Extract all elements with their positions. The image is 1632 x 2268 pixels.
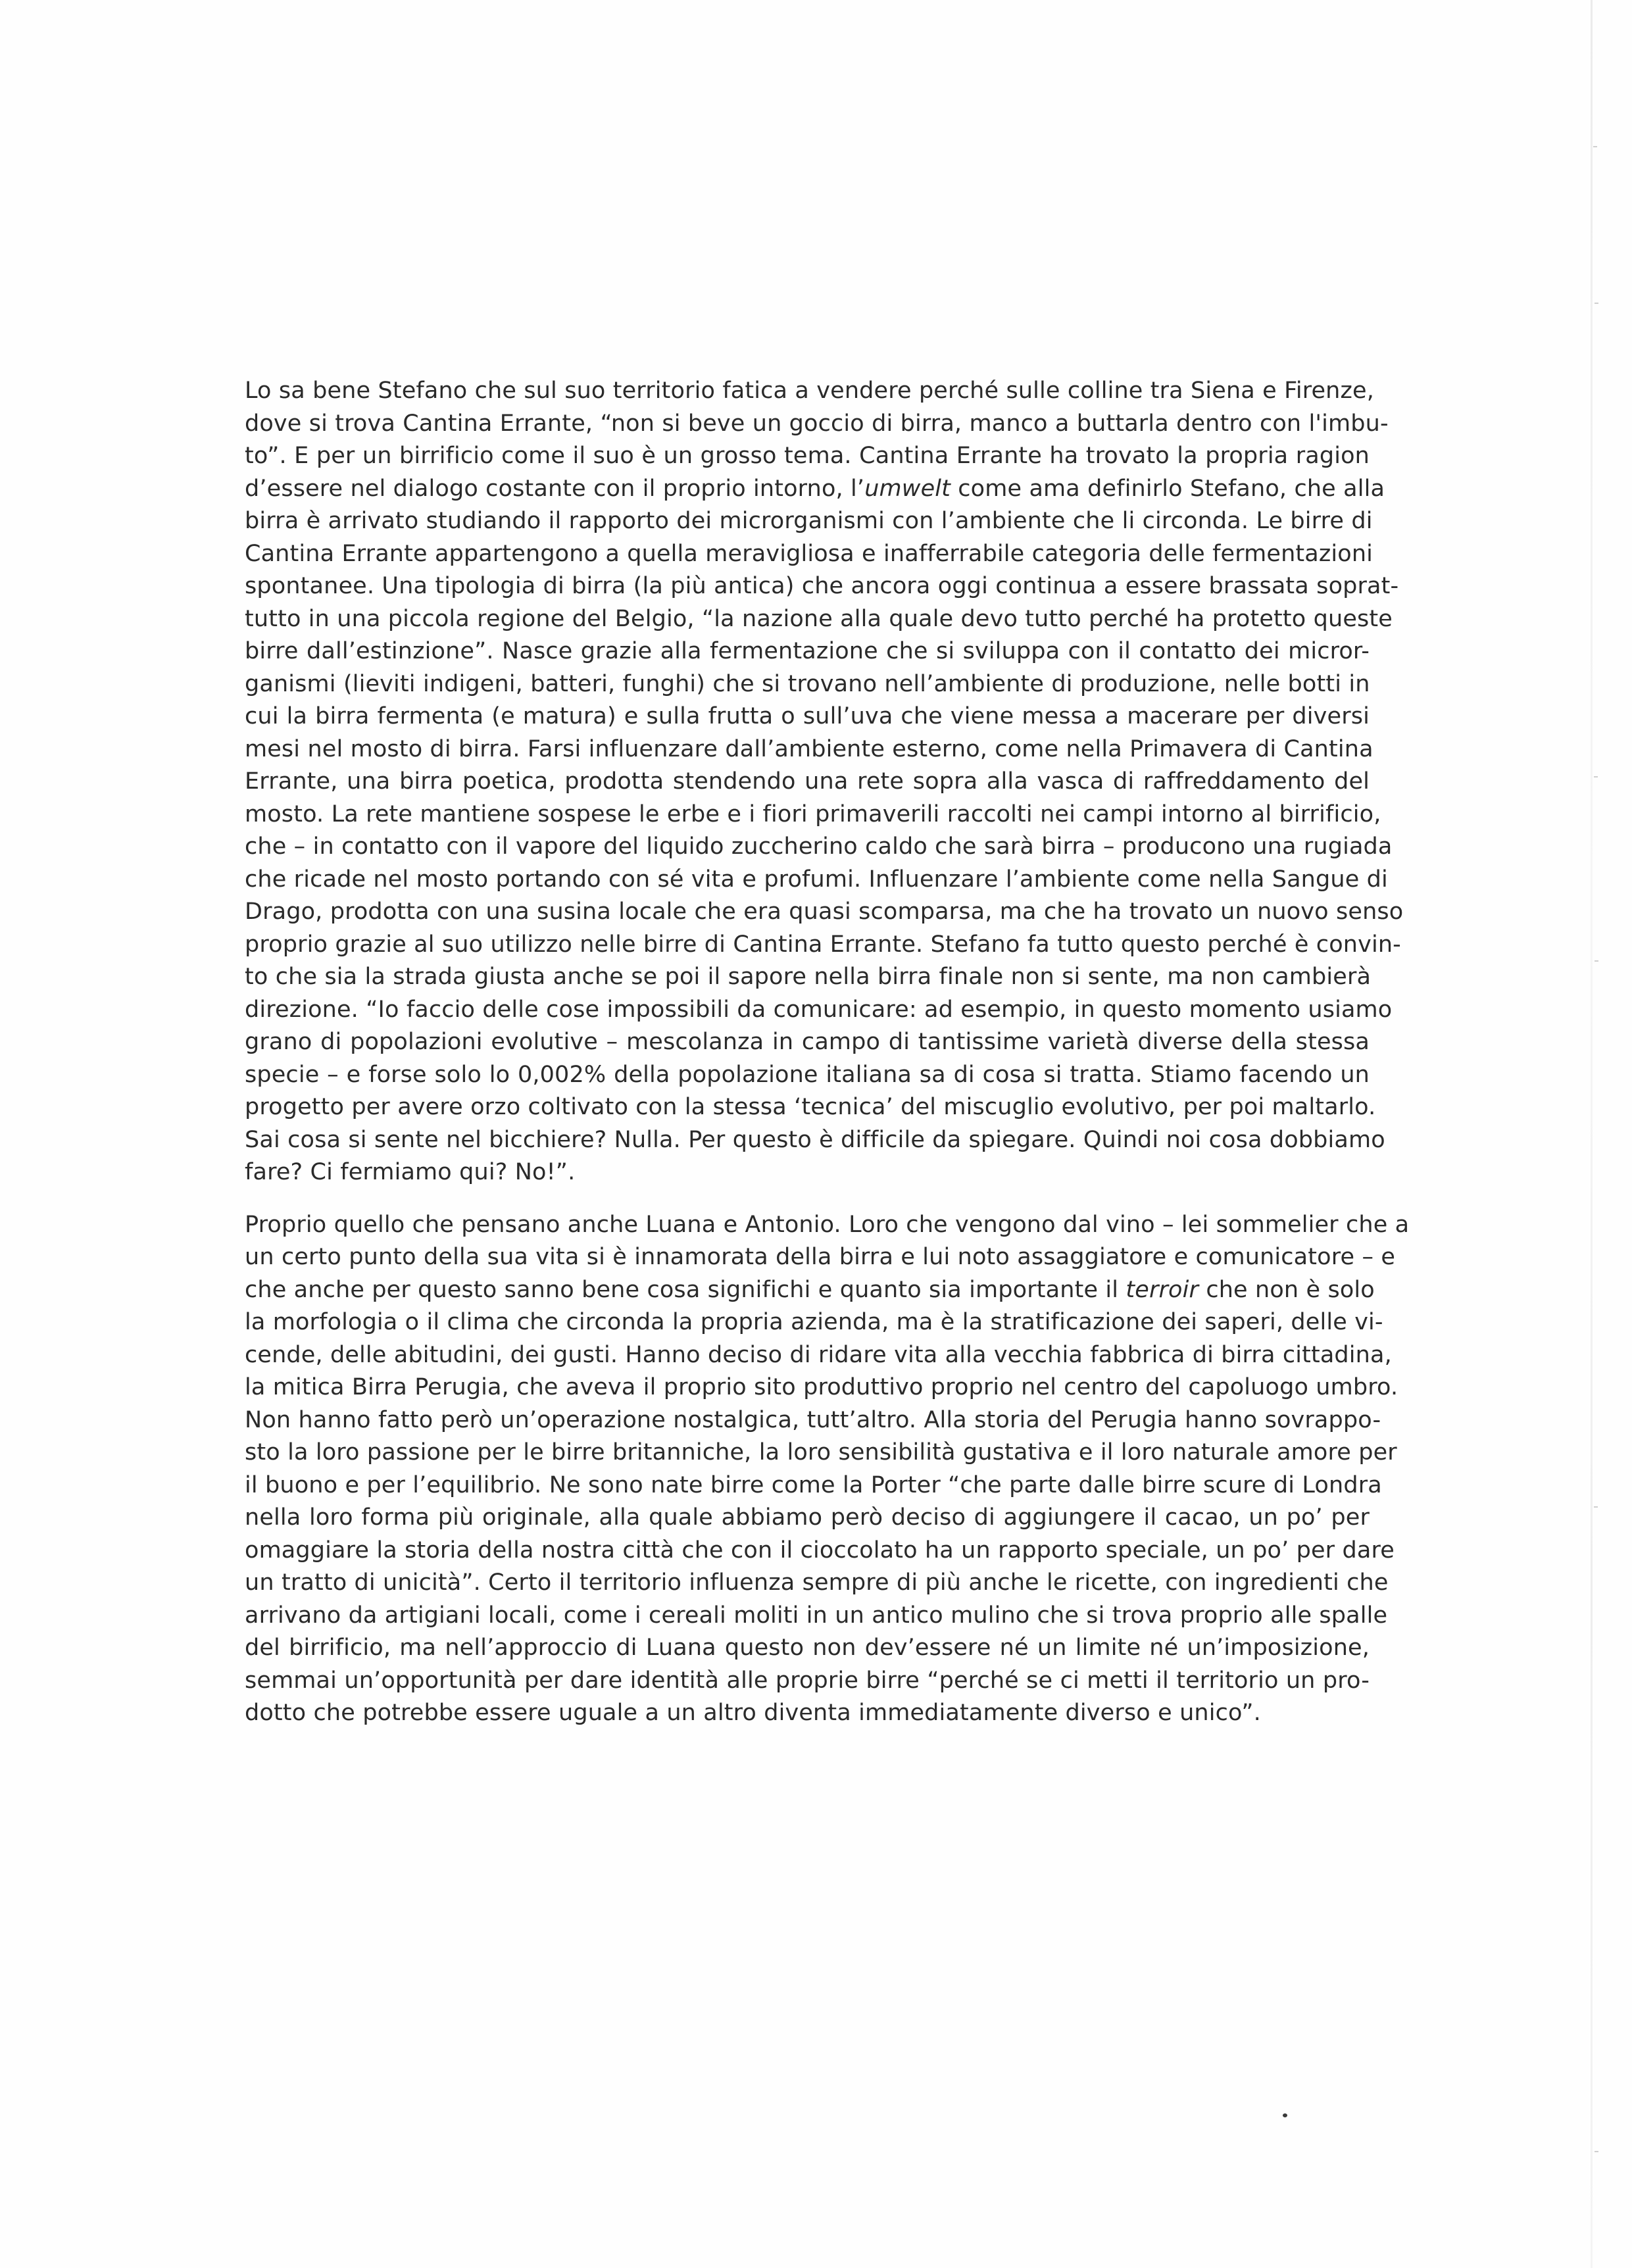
text-segment: Drago, prodotta con una susina locale che era quasi scomparsa, ma che ha trovato un nuovo senso — [245, 899, 1404, 925]
text-line — [245, 1600, 1388, 1633]
text-segment: dotto che potrebbe essere uguale a un altro diventa immediatamente diverso e unico”. — [245, 1700, 1261, 1726]
text-segment: un certo punto della sua vita si è innamorata della birra e lui noto assaggiatore e comunicatore – e — [245, 1244, 1396, 1270]
italic-term: terroir — [1125, 1276, 1199, 1303]
text-segment: dove si trova Cantina Errante, “non si beve un goccio di birra, manco a buttarla dentro con l'imbu- — [245, 410, 1389, 437]
text-segment: spontanee. Una tipologia di birra (la più antica) che ancora oggi continua a essere brassata soprat- — [245, 573, 1399, 599]
text-segment: come ama definirlo Stefano, che alla — [951, 475, 1385, 502]
article-body — [245, 375, 1410, 1730]
text-segment: direzione. “Io faccio delle cose impossibili da comunicare: ad esempio, in questo momento usiamo — [245, 996, 1393, 1023]
text-line — [245, 1059, 1370, 1092]
text-segment: proprio grazie al suo utilizzo nelle birre di Cantina Errante. Stefano fa tutto questo perché è convin- — [245, 931, 1401, 958]
text-segment: sto la loro passione per le birre britanniche, la loro sensibilità gustativa e il loro naturale amore per — [245, 1439, 1397, 1466]
text-line — [245, 473, 1385, 506]
text-segment: arrivano da artigiani locali, come i cereali moliti in un antico mulino che si trova proprio alle spalle — [245, 1602, 1388, 1629]
text-segment: che – in contatto con il vapore del liquido zuccherino caldo che sarà birra – producono una rugiada — [245, 833, 1393, 860]
text-segment: che anche per questo sanno bene cosa significhi e quanto sia importante il — [245, 1276, 1126, 1303]
page-edge-shadow — [1591, 0, 1593, 2268]
text-segment: progetto per avere orzo coltivato con la stessa ‘tecnica’ del miscuglio evolutivo, per poi maltarlo. — [245, 1094, 1376, 1120]
edge-mark — [1594, 776, 1598, 777]
text-line — [245, 733, 1373, 766]
text-line — [245, 1535, 1395, 1567]
text-segment: omaggiare la storia della nostra città che con il cioccolato ha un rapporto speciale, un po’ per dare — [245, 1537, 1395, 1564]
text-line — [245, 1209, 1410, 1242]
text-segment: mosto. La rete mantiene sospese le erbe e i fiori primaverili raccolti nei campi intorno al birrificio, — [245, 801, 1381, 827]
text-line — [245, 668, 1370, 701]
paragraph-2 — [245, 1209, 1410, 1730]
text-segment: Proprio quello che pensano anche Luana e Antonio. Loro che vengono dal vino – lei sommelier che a — [245, 1211, 1410, 1238]
text-line — [245, 1502, 1370, 1535]
text-line — [245, 1274, 1375, 1307]
text-segment: la morfologia o il clima che circonda la propria azienda, ma è la stratificazione dei saperi, delle vi- — [245, 1309, 1383, 1335]
text-line — [245, 896, 1404, 929]
edge-mark — [1594, 1506, 1598, 1508]
text-segment: to”. E per un birrificio come il suo è un grosso tema. Cantina Errante ha trovato la propria ragion — [245, 443, 1370, 469]
text-segment: mesi nel mosto di birra. Farsi influenzare dall’ambiente esterno, come nella Primavera di Cantina — [245, 735, 1373, 762]
edge-mark — [1595, 2151, 1598, 2152]
text-line — [245, 375, 1374, 408]
text-line — [245, 440, 1370, 473]
text-segment: la mitica Birra Perugia, che aveva il proprio sito produttivo proprio nel centro del capoluogo umbro. — [245, 1374, 1398, 1400]
text-segment: il buono e per l’equilibrio. Ne sono nate birre come la Porter “che parte dalle birre scure di Londra — [245, 1471, 1382, 1498]
paragraph-1 — [245, 375, 1404, 1189]
text-line — [245, 570, 1399, 603]
text-line — [245, 1371, 1398, 1404]
text-line — [245, 1124, 1385, 1157]
text-line — [245, 1306, 1383, 1339]
text-line — [245, 1437, 1397, 1469]
text-line — [245, 831, 1393, 864]
text-segment: che non è solo — [1199, 1276, 1375, 1303]
text-segment: cui la birra fermenta (e matura) e sulla frutta o sull’uva che viene messa a macerare per diversi — [245, 703, 1370, 729]
text-segment: fare? Ci fermiamo qui? No!”. — [245, 1159, 576, 1185]
text-segment: Cantina Errante appartengono a quella meravigliosa e inafferrabile categoria delle fermentazioni — [245, 540, 1373, 567]
text-line — [245, 701, 1370, 733]
text-line — [245, 1339, 1392, 1372]
text-line — [245, 1241, 1396, 1274]
text-line — [245, 1697, 1370, 1730]
text-line — [245, 408, 1389, 441]
text-line — [245, 799, 1381, 831]
edge-mark — [1593, 146, 1597, 147]
text-segment: che ricade nel mosto portando con sé vita e profumi. Influenzare l’ambiente come nella Sangue di — [245, 866, 1388, 893]
text-line — [245, 635, 1370, 668]
text-segment: tutto in una piccola regione del Belgio, “la nazione alla quale devo tutto perché ha protetto queste — [245, 605, 1393, 632]
text-line — [245, 766, 1370, 799]
text-line — [245, 1156, 1370, 1189]
text-line — [245, 1091, 1376, 1124]
text-line — [245, 1026, 1370, 1059]
scan-speck — [1283, 2113, 1287, 2117]
text-line — [245, 994, 1393, 1027]
text-line — [245, 1404, 1381, 1437]
text-segment: birra è arrivato studiando il rapporto dei microrganismi con l’ambiente che li circonda. Le birre di — [245, 508, 1373, 534]
text-line — [245, 929, 1401, 962]
edge-mark — [1595, 303, 1598, 304]
text-segment: to che sia la strada giusta anche se poi il sapore nella birra finale non si sente, ma non cambierà — [245, 964, 1372, 990]
text-segment: specie – e forse solo lo 0,002% della popolazione italiana sa di cosa si tratta. Stiamo facendo un — [245, 1061, 1370, 1088]
text-line — [245, 538, 1373, 571]
text-line — [245, 864, 1388, 897]
text-segment: cende, delle abitudini, dei gusti. Hanno deciso di ridare vita alla vecchia fabbrica di birra cittadina, — [245, 1341, 1392, 1368]
text-segment: ganismi (lieviti indigeni, batteri, funghi) che si trovano nell’ambiente di produzione, nelle botti in — [245, 670, 1370, 697]
text-segment: nella loro forma più originale, alla quale abbiamo però deciso di aggiungere il cacao, un po’ per — [245, 1504, 1370, 1531]
text-segment: Sai cosa si sente nel bicchiere? Nulla. Per questo è difficile da spiegare. Quindi noi cosa dobbiamo — [245, 1126, 1385, 1153]
text-line — [245, 1665, 1370, 1698]
text-segment: birre dall’estinzione”. Nasce grazie alla fermentazione che si sviluppa con il contatto dei micror- — [245, 638, 1370, 664]
text-line — [245, 603, 1393, 636]
text-line — [245, 505, 1373, 538]
edge-mark — [1595, 960, 1598, 962]
text-line — [245, 1469, 1382, 1502]
text-segment: grano di popolazioni evolutive – mescolanza in campo di tantissime varietà diverse della stessa — [245, 1029, 1370, 1055]
text-line — [245, 961, 1370, 994]
italic-term: umwelt — [864, 475, 951, 502]
text-segment: Errante, una birra poetica, prodotta stendendo una rete sopra alla vasca di raffreddamento del — [245, 768, 1370, 795]
text-segment: un tratto di unicità”. Certo il territorio influenza sempre di più anche le ricette, con ingredienti che — [245, 1569, 1389, 1596]
text-segment: d’essere nel dialogo costante con il proprio intorno, l’ — [245, 475, 865, 502]
text-segment: del birrificio, ma nell’approccio di Luana questo non dev’essere né un limite né un’imposizione, — [245, 1635, 1370, 1661]
text-line — [245, 1567, 1389, 1600]
text-segment: semmai un’opportunità per dare identità alle proprie birre “perché se ci metti il territorio un pro- — [245, 1667, 1370, 1694]
text-segment: Lo sa bene Stefano che sul suo territorio fatica a vendere perché sulle colline tra Siena e Firenze, — [245, 378, 1374, 404]
text-segment: Non hanno fatto però un’operazione nostalgica, tutt’altro. Alla storia del Perugia hanno sovrappo- — [245, 1406, 1381, 1433]
text-line — [245, 1632, 1370, 1665]
